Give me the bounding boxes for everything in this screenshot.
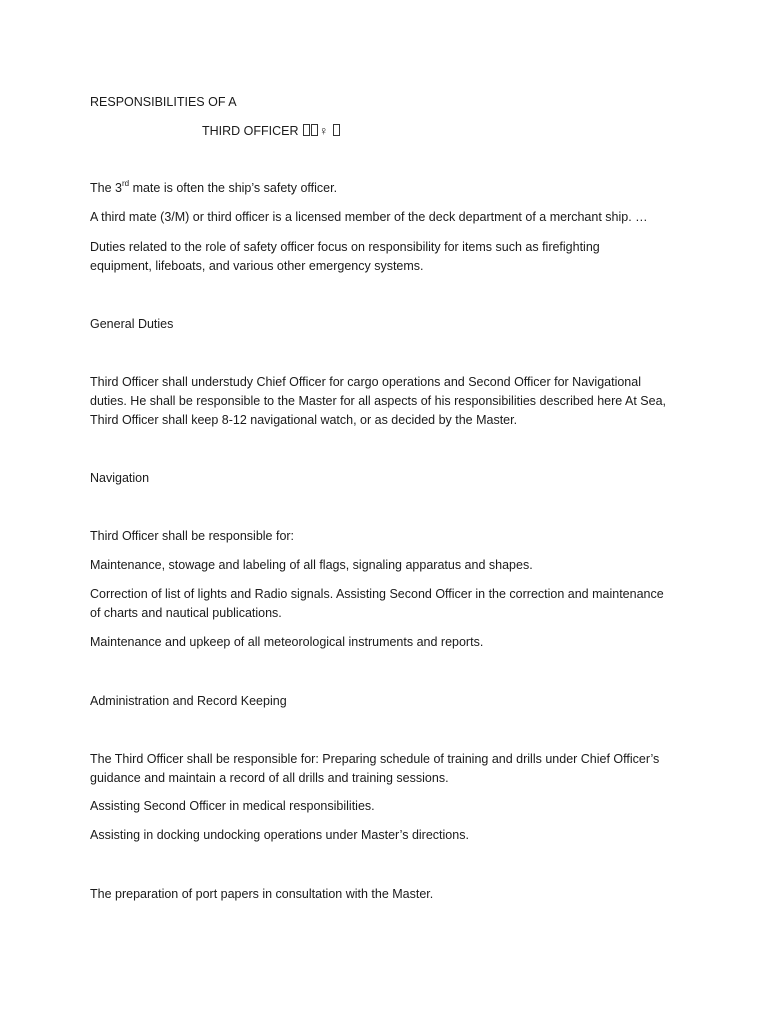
navigation-paragraph-3-line-1: Correction of list of lights and Radio signals. Assisting Second Officer in the correction and maintenance bbox=[90, 587, 664, 601]
section-heading-navigation: Navigation bbox=[90, 471, 150, 485]
title-line-1: RESPONSIBILITIES OF A bbox=[90, 95, 237, 109]
intro-p1-pre: The 3 bbox=[90, 181, 122, 195]
navigation-paragraph-3-line-2: of charts and nautical publications. bbox=[90, 606, 282, 620]
title-third-officer: THIRD OFFICER bbox=[202, 124, 299, 138]
admin-paragraph-3: Assisting in docking undocking operations under Master’s directions. bbox=[90, 828, 469, 842]
general-line-3: Third Officer shall keep 8-12 navigational watch, or as decided by the Master. bbox=[90, 413, 518, 427]
intro-paragraph-3-line-1: Duties related to the role of safety officer focus on responsibility for items such as firefighting bbox=[90, 240, 600, 254]
intro-paragraph-2: A third mate (3/M) or third officer is a licensed member of the deck department of a merchant ship. … bbox=[90, 210, 648, 224]
intro-p1-post: mate is often the ship’s safety officer. bbox=[129, 181, 338, 195]
admin-paragraph-1-line-1: The Third Officer shall be responsible for: Preparing schedule of training and drills under Chief Officer’s bbox=[90, 752, 660, 766]
navigation-paragraph-4: Maintenance and upkeep of all meteorological instruments and reports. bbox=[90, 635, 484, 649]
section-heading-administration: Administration and Record Keeping bbox=[90, 694, 287, 708]
section-heading-general-duties: General Duties bbox=[90, 317, 174, 331]
navigation-paragraph-2: Maintenance, stowage and labeling of all flags, signaling apparatus and shapes. bbox=[90, 558, 533, 572]
missing-glyph-icon bbox=[311, 124, 318, 136]
general-line-2: duties. He shall be responsible to the Master for all aspects of his responsibilities described here At Sea, bbox=[90, 394, 667, 408]
navigation-paragraph-1: Third Officer shall be responsible for: bbox=[90, 529, 295, 543]
intro-paragraph-1 bbox=[90, 179, 690, 198]
intro-p1-superscript: rd bbox=[121, 178, 130, 188]
female-sign-icon: ♀ bbox=[319, 124, 329, 138]
missing-glyph-icon bbox=[333, 124, 340, 136]
intro-paragraph-3-line-2: equipment, lifeboats, and various other emergency systems. bbox=[90, 259, 424, 273]
admin-paragraph-2: Assisting Second Officer in medical responsibilities. bbox=[90, 799, 375, 813]
missing-glyph-icon bbox=[303, 124, 310, 136]
admin-paragraph-4: The preparation of port papers in consultation with the Master. bbox=[90, 887, 434, 901]
general-line-1: Third Officer shall understudy Chief Officer for cargo operations and Second Officer for Navigational bbox=[90, 375, 641, 389]
admin-paragraph-1-line-2: guidance and maintain a record of all drills and training sessions. bbox=[90, 771, 449, 785]
title-line-2 bbox=[202, 122, 768, 141]
